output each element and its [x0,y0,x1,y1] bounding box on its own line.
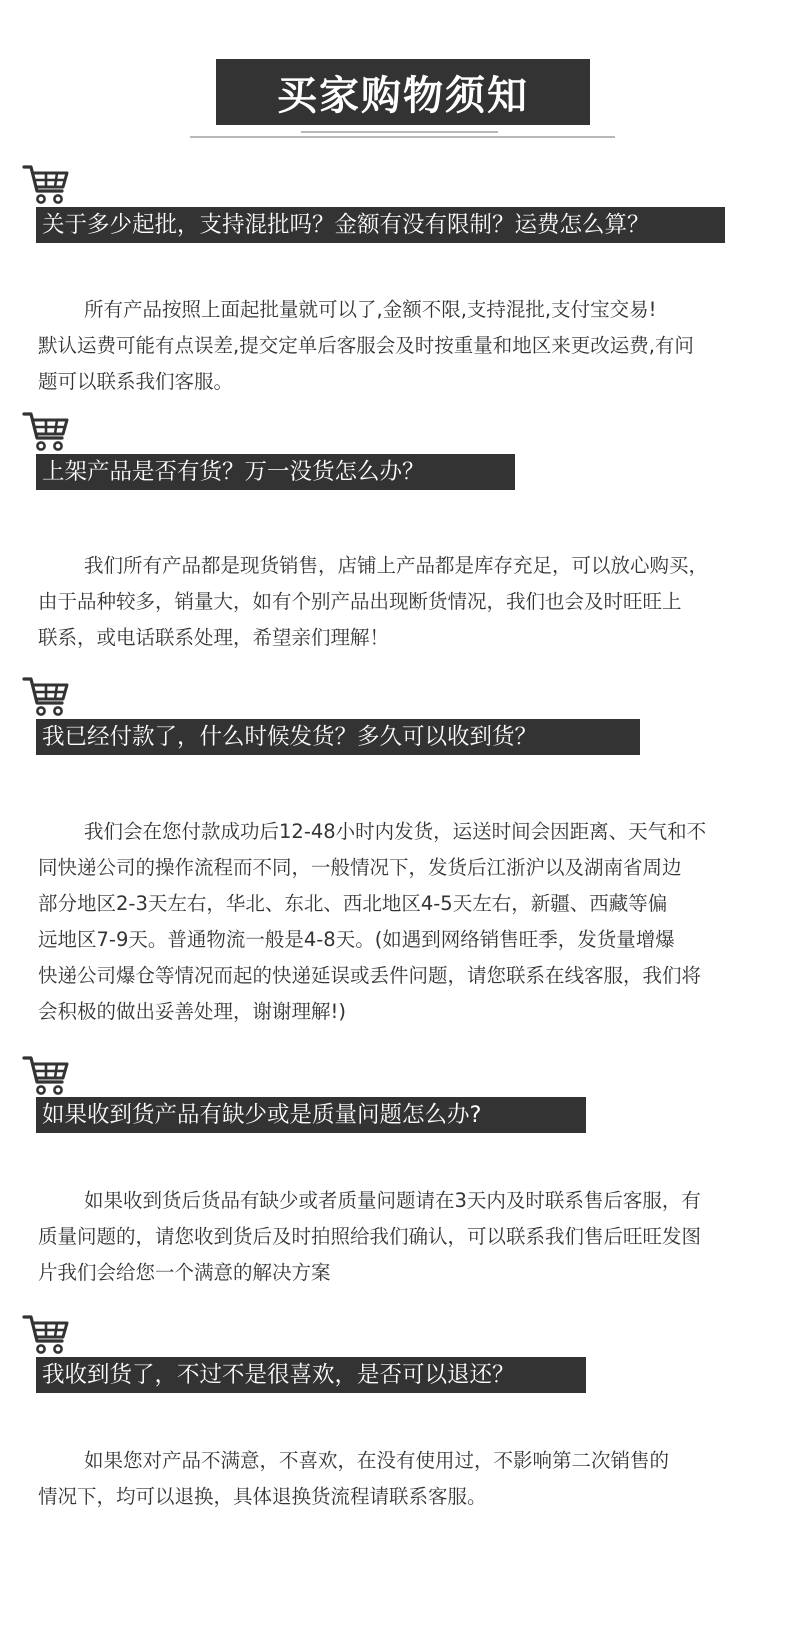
answer-line: 质量问题的，请您收到货后及时拍照给我们确认，可以联系我们售后旺旺发图 [38,1225,702,1248]
answer-line: 我们会在您付款成功后12-48小时内发货，运送时间会因距离、天气和不 [84,820,707,843]
title-underline-long [190,136,615,138]
shopping-cart-icon [22,1054,70,1096]
answer-line: 题可以联系我们客服。 [38,370,234,393]
question-bar-1: 关于多少起批，支持混批吗？金额有没有限制？运费怎么算？ [36,207,725,243]
answer-line: 联系，或电话联系处理，希望亲们理解！ [38,626,390,649]
answer-line: 片我们会给您一个满意的解决方案 [38,1261,331,1284]
answer-line: 由于品种较多，销量大，如有个别产品出现断货情况，我们也会及时旺旺上 [38,590,682,613]
answer-2 [38,548,774,656]
answer-line: 所有产品按照上面起批量就可以了,金额不限,支持混批,支付宝交易! [84,298,657,321]
answer-4 [38,1183,774,1291]
answer-line: 我们所有产品都是现货销售，店铺上产品都是库存充足，可以放心购买， [84,554,709,577]
answer-line: 快递公司爆仓等情况而起的快递延误或丢件问题，请您联系在线客服，我们将 [38,964,702,987]
shopping-cart-icon [22,675,70,717]
answer-line: 如果收到货后货品有缺少或者质量问题请在3天内及时联系售后客服，有 [84,1189,701,1212]
shopping-cart-icon [22,1313,70,1355]
answer-3 [38,814,774,1030]
answer-line: 情况下，均可以退换，具体退换货流程请联系客服。 [38,1485,487,1508]
page-title: 买家购物须知 [216,59,590,125]
answer-line: 部分地区2-3天左右，华北、东北、西北地区4-5天左右，新疆、西藏等偏 [38,892,668,915]
answer-line: 同快递公司的操作流程而不同，一般情况下，发货后江浙沪以及湖南省周边 [38,856,682,879]
question-bar-3: 我已经付款了，什么时候发货？多久可以收到货？ [36,719,640,755]
question-bar-2: 上架产品是否有货？万一没货怎么办？ [36,454,515,490]
answer-1 [38,292,774,400]
answer-line: 默认运费可能有点误差,提交定单后客服会及时按重量和地区来更改运费,有问 [38,334,694,357]
answer-5 [38,1443,774,1515]
title-underline-short [301,131,498,133]
answer-line: 如果您对产品不满意，不喜欢，在没有使用过，不影响第二次销售的 [84,1449,670,1472]
shopping-cart-icon [22,163,70,205]
question-bar-4: 如果收到货产品有缺少或是质量问题怎么办? [36,1097,586,1133]
shopping-cart-icon [22,410,70,452]
answer-line: 会积极的做出妥善处理，谢谢理解!) [38,1000,346,1023]
question-bar-5: 我收到货了，不过不是很喜欢，是否可以退还？ [36,1357,586,1393]
answer-line: 远地区7-9天。普通物流一般是4-8天。(如遇到网络销售旺季，发货量增爆 [38,928,675,951]
